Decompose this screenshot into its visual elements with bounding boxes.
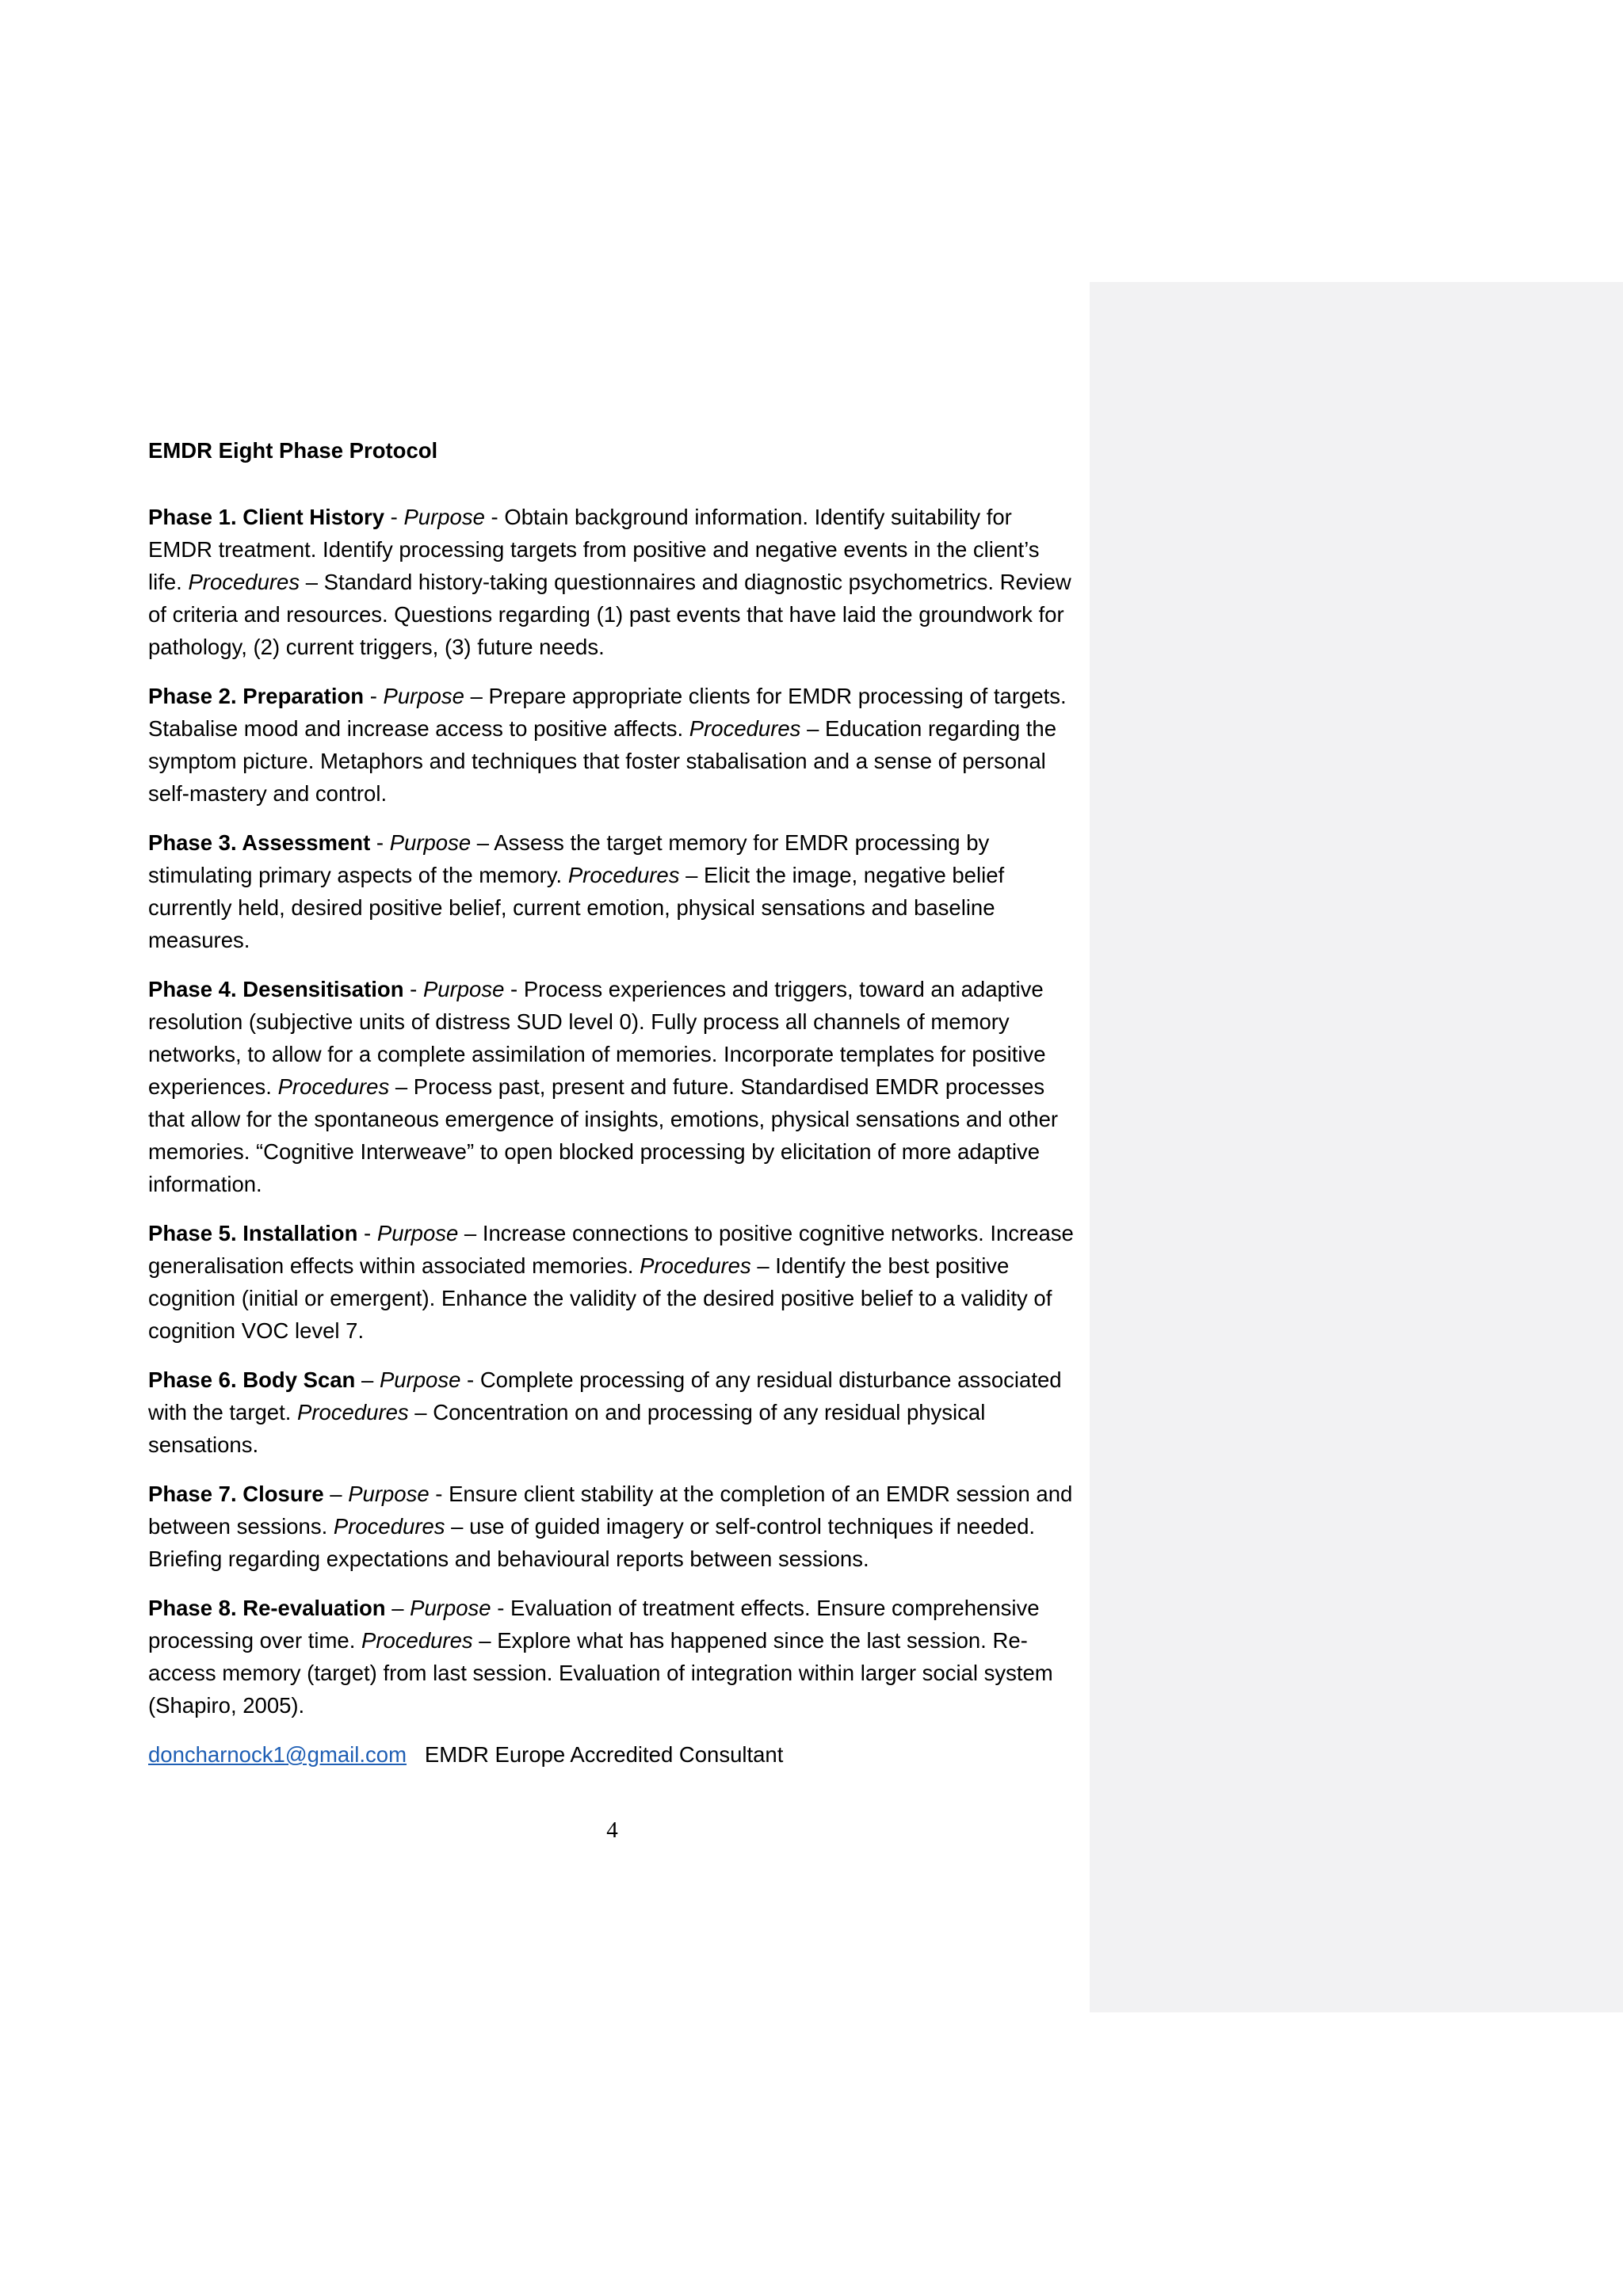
phase-5-purpose-text: – Increase connections to positive cognitive networks. Increase generalisation effects within associated memories. bbox=[148, 1221, 1074, 1278]
phase-6-procedures-label: Procedures bbox=[297, 1400, 409, 1425]
phase-5-heading: Phase 5. Installation bbox=[148, 1221, 358, 1245]
phase-4-purpose-text: - Process experiences and triggers, toward an adaptive resolution (subjective units of distress SUD level 0). Fully process all channels of memory networks, to allow for a complete assimilation of memories. Incorporate templates for positive experiences. bbox=[148, 977, 1046, 1099]
phase-3-procedures-text: – Elicit the image, negative belief currently held, desired positive belief, current emotion, physical sensations and baseline measures. bbox=[148, 863, 1005, 952]
phase-5-procedures-label: Procedures bbox=[640, 1253, 751, 1278]
phase-8-heading: Phase 8. Re-evaluation bbox=[148, 1596, 386, 1620]
phase-3-paragraph bbox=[148, 826, 1075, 956]
phase-4-purpose-label: Purpose bbox=[422, 977, 505, 1001]
email-link[interactable]: doncharnock1@gmail.com bbox=[148, 1742, 407, 1767]
phase-1-paragraph bbox=[148, 501, 1075, 663]
phase-7-heading: Phase 7. Closure bbox=[148, 1482, 324, 1506]
phase-8-procedures-label: Procedures bbox=[361, 1628, 473, 1653]
phase-4-procedures-label: Procedures bbox=[277, 1074, 390, 1099]
phase-1-purpose-text: - Obtain background information. Identify suitability for EMDR treatment. Identify processing targets from positive and negative events in the client’s life. bbox=[148, 505, 1040, 594]
phase-6-paragraph bbox=[148, 1363, 1075, 1461]
phase-8-purpose-label: Purpose bbox=[410, 1596, 491, 1620]
phase-2-separator: - bbox=[364, 684, 384, 708]
phase-4-heading: Phase 4. Desensitisation bbox=[148, 977, 404, 1001]
phase-1-purpose-label: Purpose bbox=[403, 505, 485, 529]
phase-5-procedures-text: – Identify the best positive cognition (initial or emergent). Enhance the validity of the desired positive belief to a validity of cognition VOC level 7. bbox=[148, 1253, 1052, 1343]
phase-6-procedures-text: – Concentration on and processing of any residual physical sensations. bbox=[148, 1400, 986, 1457]
phase-3-heading: Phase 3. Assessment bbox=[148, 830, 371, 855]
phase-6-purpose-label: Purpose bbox=[379, 1367, 461, 1392]
phase-1-separator: - bbox=[384, 505, 404, 529]
phase-5-paragraph bbox=[148, 1217, 1075, 1347]
phase-7-procedures-label: Procedures bbox=[333, 1514, 445, 1539]
phase-8-procedures-text: – Explore what has happened since the last session. Re-access memory (target) from last session. Evaluation of integration within larger social system (Shapiro, 2005). bbox=[148, 1628, 1053, 1718]
phase-2-procedures-text: – Education regarding the symptom picture. Metaphors and techniques that foster stabalisation and a sense of personal self-mastery and control. bbox=[148, 716, 1057, 806]
phase-2-purpose-text: – Prepare appropriate clients for EMDR processing of targets. Stabalise mood and increase access to positive affects. bbox=[148, 684, 1067, 741]
phase-5-purpose-label: Purpose bbox=[376, 1221, 459, 1245]
phase-7-procedures-text: – use of guided imagery or self-control techniques if needed. Briefing regarding expectations and behavioural reports between sessions. bbox=[148, 1514, 1036, 1571]
phase-7-purpose-label: Purpose bbox=[348, 1482, 430, 1506]
phase-4-paragraph bbox=[148, 973, 1075, 1200]
phase-4-procedures-text: – Process past, present and future. Standardised EMDR processes that allow for the spontaneous emergence of insights, emotions, physical sensations and other memories. “Cognitive Interweave” to open blocked processing by elicitation of more adaptive information. bbox=[148, 1074, 1059, 1196]
phase-6-separator: – bbox=[355, 1367, 380, 1392]
phase-3-purpose-label: Purpose bbox=[389, 830, 472, 855]
phase-1-procedures-text: – Standard history-taking questionnaires and diagnostic psychometrics. Review of criteria and resources. Questions regarding (1) past events that have laid the groundwork for pathology, (2) current triggers, (3) future needs. bbox=[148, 570, 1071, 659]
credential-text: EMDR Europe Accredited Consultant bbox=[407, 1742, 784, 1767]
phase-7-paragraph bbox=[148, 1478, 1075, 1575]
phase-3-procedures-label: Procedures bbox=[567, 863, 680, 887]
phase-3-purpose-text: – Assess the target memory for EMDR processing by stimulating primary aspects of the memory. bbox=[148, 830, 990, 887]
phase-6-heading: Phase 6. Body Scan bbox=[148, 1367, 356, 1392]
phase-7-separator: – bbox=[323, 1482, 349, 1506]
phase-2-procedures-label: Procedures bbox=[689, 716, 801, 741]
document-body bbox=[148, 434, 1075, 1771]
phase-3-separator: - bbox=[370, 830, 390, 855]
phase-2-purpose-label: Purpose bbox=[383, 684, 464, 708]
phase-5-separator: - bbox=[357, 1221, 377, 1245]
phase-7-purpose-text: - Ensure client stability at the completion of an EMDR session and between sessions. bbox=[148, 1482, 1073, 1539]
page-number: 4 bbox=[606, 1817, 618, 1843]
phase-2-heading: Phase 2. Preparation bbox=[148, 684, 365, 708]
phase-4-separator: - bbox=[403, 977, 423, 1001]
phase-8-purpose-text: - Evaluation of treatment effects. Ensure comprehensive processing over time. bbox=[148, 1596, 1040, 1653]
document-title: EMDR Eight Phase Protocol bbox=[148, 438, 438, 463]
phase-1-heading: Phase 1. Client History bbox=[148, 505, 385, 529]
phase-8-paragraph bbox=[148, 1592, 1075, 1722]
phase-8-separator: – bbox=[385, 1596, 411, 1620]
footer-contact bbox=[148, 1738, 1075, 1771]
comment-pane bbox=[1090, 282, 1623, 2012]
phase-6-purpose-text: - Complete processing of any residual disturbance associated with the target. bbox=[148, 1367, 1062, 1425]
phase-2-paragraph bbox=[148, 680, 1075, 810]
phase-1-procedures-label: Procedures bbox=[188, 570, 300, 594]
